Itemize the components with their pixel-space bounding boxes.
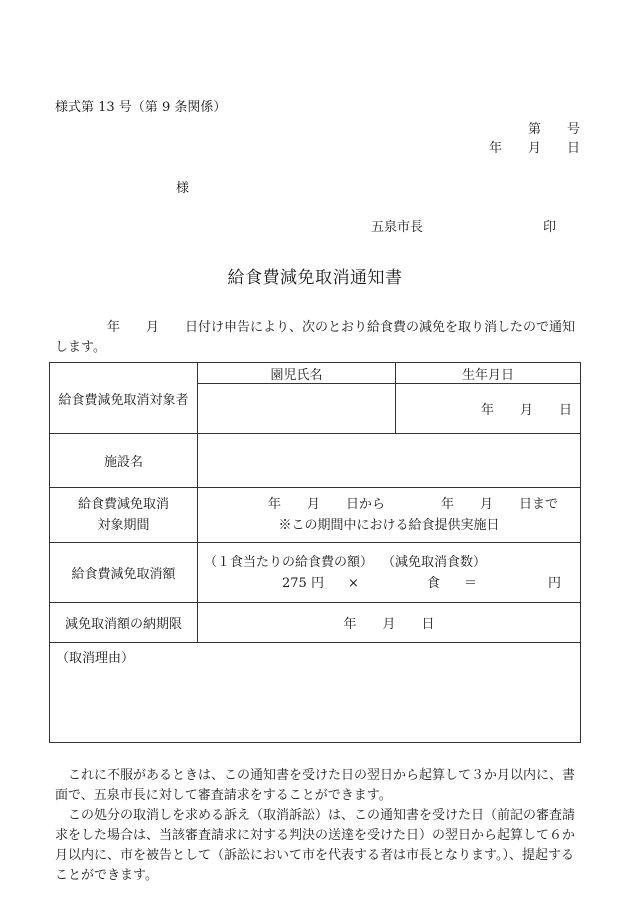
reason-label: （取消理由） — [56, 651, 135, 666]
unit-price: 275 円 — [282, 575, 324, 591]
intro-line-2: します。 — [55, 340, 106, 355]
birthdate-field[interactable] — [396, 384, 581, 434]
period-to: 年 月 日まで — [441, 497, 559, 512]
times-sign: × — [348, 575, 359, 591]
deadline-value: 年 月 日 — [343, 617, 435, 632]
facility-field[interactable] — [198, 434, 581, 488]
lawsuit-paragraph: この処分の取消しを求める訴え（取消訴訟）は、この通知書を受けた日（前記の審査請求をした場合は、当該審査請求に対する判決の送達を受けた日）の翌日から起算して６か月以内に、市を被告として（訴訟において市を代表する者は市長となります。）、提起することができます。 — [55, 808, 576, 883]
facility-label: 施設名 — [50, 434, 198, 488]
period-label — [50, 488, 198, 543]
birthdate-header: 生年月日 — [396, 363, 581, 384]
issuer-name: 五泉市長 — [371, 220, 424, 235]
yen-unit: 円 — [548, 575, 562, 591]
birthdate-value: 年 月 日 — [480, 403, 572, 418]
deadline-field[interactable] — [198, 603, 581, 643]
amount-field[interactable] — [198, 543, 581, 603]
cancellation-form-table — [49, 362, 581, 743]
document-number: 第 号 — [527, 122, 580, 137]
deadline-label: 減免取消額の納期限 — [50, 603, 198, 643]
appeal-paragraph: これに不服があるときは、この通知書を受けた日の翌日から起算して３か月以内に、書面で、五泉市長に対して審査請求をすることができます。 — [55, 768, 576, 803]
issue-date: 年 月 日 — [488, 141, 580, 156]
addressee-suffix: 様 — [176, 181, 190, 196]
child-name-field[interactable] — [198, 384, 396, 434]
target-label: 給食費減免取消対象者 — [50, 363, 198, 434]
form-number: 様式第 13 号（第 9 条関係） — [55, 100, 227, 115]
unit-price-header: （１食当たりの給食費の額） — [204, 554, 374, 570]
period-note: ※この期間中における給食提供実施日 — [278, 518, 500, 533]
seal-mark: 印 — [543, 220, 557, 235]
amount-label: 給食費減免取消額 — [50, 543, 198, 603]
period-label-line-2: 対象期間 — [97, 518, 150, 533]
intro-line-1: 年 月 日付け申告により、次のとおり給食費の減免を取り消したので通知 — [107, 320, 576, 335]
period-field[interactable] — [198, 488, 581, 543]
child-name-header: 園児氏名 — [198, 363, 396, 384]
reason-field[interactable] — [50, 643, 581, 743]
period-label-line-1: 給食費減免取消 — [77, 497, 169, 512]
period-from: 年 月 日から — [268, 497, 386, 512]
meals-count-header: （減免取消食数） — [382, 554, 487, 570]
meals-unit: 食 — [427, 575, 441, 591]
document-title: 給食費減免取消通知書 — [227, 268, 403, 288]
equals-sign: ＝ — [464, 575, 478, 591]
